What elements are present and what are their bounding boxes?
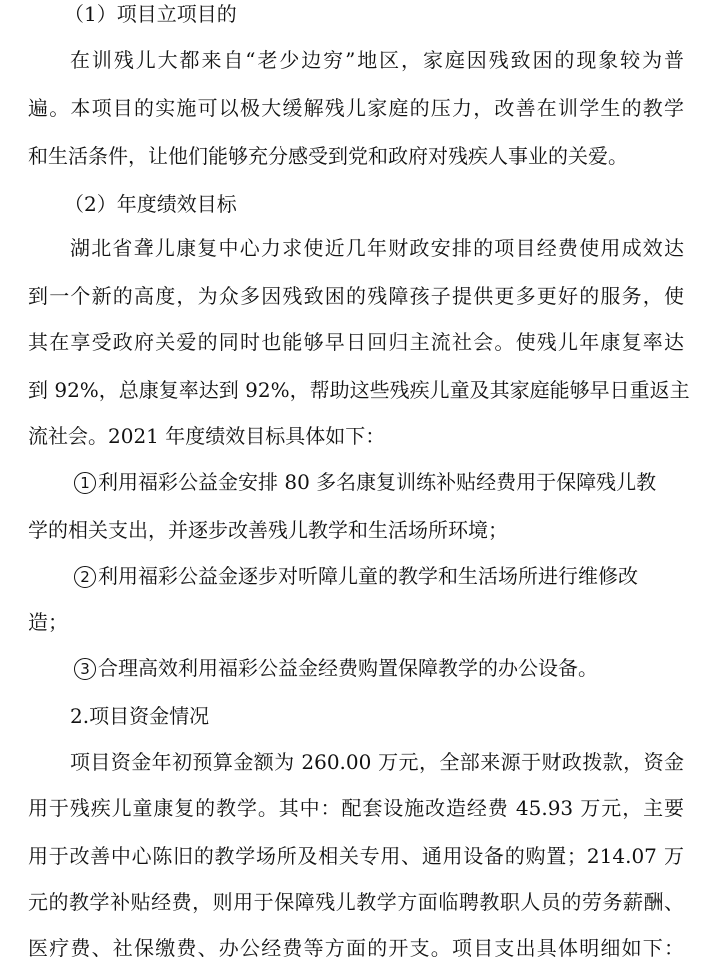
paragraph-line: 流社会。2021 年度绩效目标具体如下： xyxy=(28,424,386,448)
circled-number-marker: 1 xyxy=(74,472,96,494)
list-item-2: 2 利用福彩公益金逐步对听障儿童的教学和生活场所进行维修改 xyxy=(0,560,710,592)
paragraph-line: 用于改善中心陈旧的教学场所及相关专用、通用设备的购置；214.07 万 xyxy=(28,844,684,868)
paragraph-line: 和生活条件，让他们能够充分感受到党和政府对残疾人事业的关爱。 xyxy=(28,144,628,168)
heading-annual-goals: （2）年度绩效目标 xyxy=(64,192,237,216)
paragraph-line: 元的教学补贴经费，则用于保障残儿教学方面临聘教职人员的劳务薪酬、 xyxy=(28,890,684,914)
heading-project-purpose: （1）项目立项目的 xyxy=(64,2,237,26)
list-item-3: 3 合理高效利用福彩公益金经费购置保障教学的办公设备。 xyxy=(0,652,710,684)
paragraph-line: 湖北省聋儿康复中心力求使近几年财政安排的项目经费使用成效达 xyxy=(70,236,684,260)
paragraph-line: 造； xyxy=(28,610,68,634)
circled-number-marker: 3 xyxy=(74,658,96,680)
paragraph-line: 其在享受政府关爱的同时也能够早日回归主流社会。使残儿年康复率达 xyxy=(28,330,684,354)
circled-number-marker: 2 xyxy=(74,566,96,588)
paragraph-line: 在训残儿大都来自“老少边穷”地区，家庭因残致困的现象较为普 xyxy=(70,48,684,72)
paragraph-line: 到一个新的高度，为众多因残致困的残障孩子提供更多更好的服务，使 xyxy=(28,284,684,308)
paragraph-line: 到 92%，总康复率达到 92%，帮助这些残疾儿童及其家庭能够早日重返主 xyxy=(28,378,690,402)
paragraph-line: 遍。本项目的实施可以极大缓解残儿家庭的压力，改善在训学生的教学 xyxy=(28,96,684,120)
heading-project-funds: 2.项目资金情况 xyxy=(70,704,210,728)
paragraph-line: 用于残疾儿童康复的教学。其中：配套设施改造经费 45.93 万元，主要 xyxy=(28,796,684,820)
paragraph-line: 医疗费、社保缴费、办公经费等方面的开支。项目支出具体明细如下： xyxy=(28,936,684,960)
paragraph-line: 项目资金年初预算金额为 260.00 万元，全部来源于财政拨款，资金 xyxy=(70,750,684,774)
paragraph-line: 学的相关支出，并逐步改善残儿教学和生活场所环境； xyxy=(28,518,508,542)
list-item-1: 1 利用福彩公益金安排 80 多名康复训练补贴经费用于保障残儿教 xyxy=(0,466,710,498)
